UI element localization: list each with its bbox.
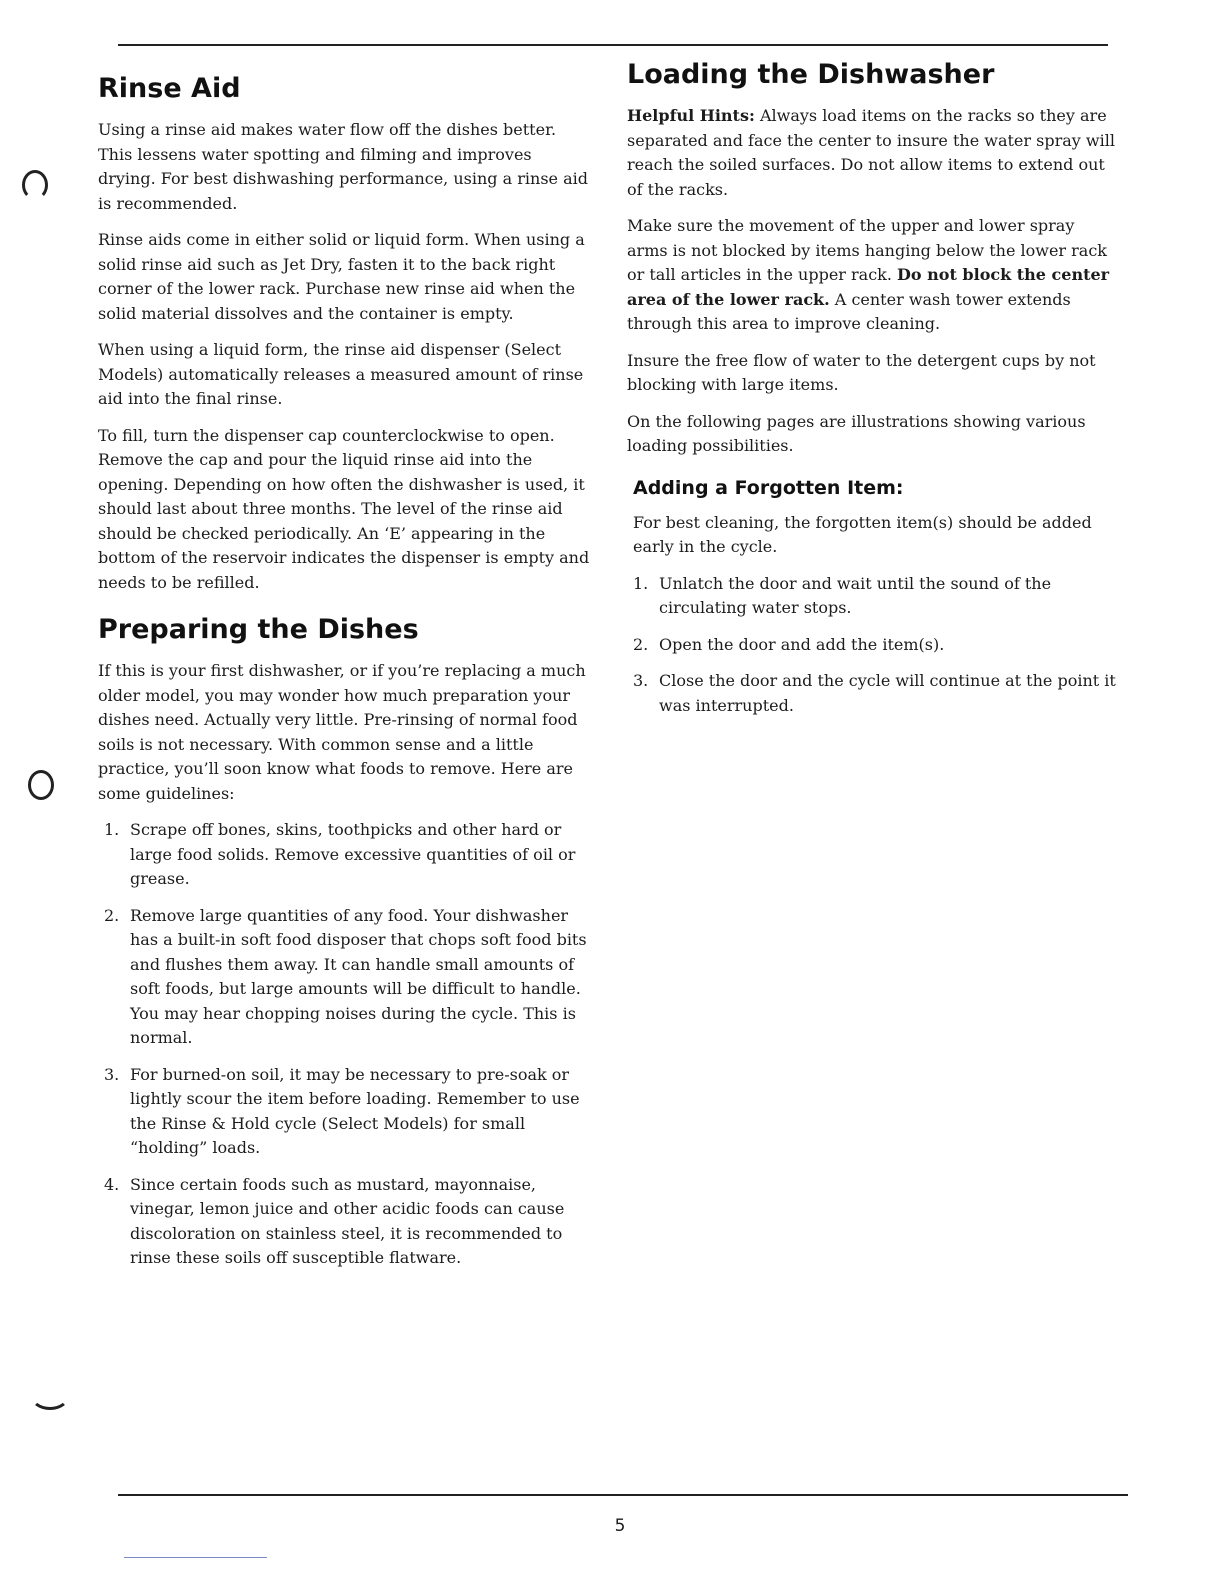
loading-section	[627, 58, 1117, 459]
step-number: 1.	[104, 820, 120, 839]
helpful-hints-text: Always load items on the racks so they are separated and face the center to insure the water spray will reach the soiled surfaces. Do not allow items to extend out of the racks.	[627, 106, 1115, 199]
rinse-aid-paragraph: Rinse aids come in either solid or liquid form. When using a solid rinse aid such as Jet Dry, fasten it to the back right corner of the lower rack. Purchase new rinse aid when the solid material dissolves and the container is empty.	[98, 230, 585, 323]
forgotten-item-heading: Adding a Forgotten Item:	[633, 476, 904, 499]
list-item	[98, 818, 590, 892]
rinse-aid-paragraph: Using a rinse aid makes water flow off the dishes better. This lessens water spotting and filming and improves drying. For best dishwashing performance, using a rinse aid is recommended.	[98, 120, 588, 213]
forgotten-item-section	[627, 475, 1117, 719]
helpful-hints-paragraph	[627, 104, 1117, 202]
page-number: 5	[614, 1516, 626, 1536]
step-text: Open the door and add the item(s).	[659, 634, 945, 654]
binder-hole-mark	[22, 170, 48, 200]
detergent-cups-paragraph: Insure the free flow of water to the detergent cups by not blocking with large items.	[627, 350, 1096, 394]
step-text: Unlatch the door and wait until the sound of the circulating water stops.	[659, 573, 1052, 617]
forgotten-item-intro: For best cleaning, the forgotten item(s) should be added early in the cycle.	[633, 512, 1092, 556]
rinse-aid-section	[98, 72, 590, 595]
bottom-rule	[118, 1494, 1128, 1496]
step-text: Remove large quantities of any food. Your dishwasher has a built-in soft food disposer that chops soft food bits and flushes them away. It can handle small amounts of soft foods, but large amounts will be difficult to handle. You may hear chopping noises during the cycle. This is normal.	[130, 905, 587, 1047]
step-number: 2.	[104, 905, 120, 925]
preparing-dishes-heading: Preparing the Dishes	[98, 614, 419, 645]
illustrations-paragraph: On the following pages are illustrations showing various loading possibilities.	[627, 411, 1086, 455]
rinse-aid-paragraph: When using a liquid form, the rinse aid dispenser (Select Models) automatically releases a measured amount of rinse aid into the final rinse.	[98, 340, 584, 408]
list-item	[98, 1063, 590, 1161]
list-item	[627, 633, 1117, 658]
helpful-hints-label: Helpful Hints:	[627, 106, 755, 125]
rinse-aid-heading: Rinse Aid	[98, 73, 241, 104]
blue-rule	[124, 1557, 267, 1558]
step-number: 4.	[104, 1174, 120, 1194]
top-rule	[118, 44, 1108, 46]
list-item	[98, 904, 590, 1051]
list-item	[627, 669, 1117, 718]
center-area-warning: Do not block the center area of the lower rack.	[627, 265, 1110, 309]
step-number: 2.	[633, 634, 649, 654]
step-number: 3.	[633, 671, 649, 690]
list-item	[98, 1173, 590, 1271]
list-item	[627, 572, 1117, 621]
binder-hole-mark	[28, 770, 54, 800]
spray-arms-paragraph	[627, 214, 1117, 337]
step-text: Since certain foods such as mustard, mayonnaise, vinegar, lemon juice and other acidic foods can cause discoloration on stainless steel, it is recommended to rinse these soils off susceptible flatware.	[130, 1174, 565, 1267]
step-text: Close the door and the cycle will continue at the point it was interrupted.	[659, 671, 1116, 715]
left-column	[98, 72, 590, 1283]
loading-heading: Loading the Dishwasher	[627, 59, 995, 90]
preparing-dishes-section	[98, 613, 590, 1271]
rinse-aid-paragraph: To fill, turn the dispenser cap counterclockwise to open. Remove the cap and pour the liquid rinse aid into the opening. Depending on how often the dishwasher is used, it should last about three months. The level of the rinse aid should be checked periodically. An ‘E’ appearing in the bottom of the reservoir indicates the dispenser is empty and needs to be refilled.	[98, 425, 590, 592]
spray-arms-text: Make sure the movement of the upper and lower spray arms is not blocked by items hanging below the lower rack or tall articles in the upper rack.	[627, 216, 1107, 284]
forgotten-steps-list	[627, 572, 1117, 719]
step-number: 1.	[633, 573, 649, 593]
preparing-intro: If this is your first dishwasher, or if you’re replacing a much older model, you may wonder how much preparation your dishes need. Actually very little. Pre-rinsing of normal food soils is not necessary. With common sense and a little practice, you’ll soon know what foods to remove. Here are some guidelines:	[98, 661, 586, 803]
right-column	[627, 58, 1117, 730]
wash-tower-text: A center wash tower extends through this area to improve cleaning.	[627, 289, 1071, 333]
step-text: Scrape off bones, skins, toothpicks and other hard or large food solids. Remove excessive quantities of oil or grease.	[130, 820, 576, 888]
step-number: 3.	[104, 1064, 120, 1084]
binder-hole-mark	[30, 1380, 70, 1410]
preparing-steps-list	[98, 818, 590, 1271]
step-text: For burned-on soil, it may be necessary to pre-soak or lightly scour the item before loading. Remember to use the Rinse & Hold cycle (Select Models) for small “holding” loads.	[130, 1064, 580, 1157]
